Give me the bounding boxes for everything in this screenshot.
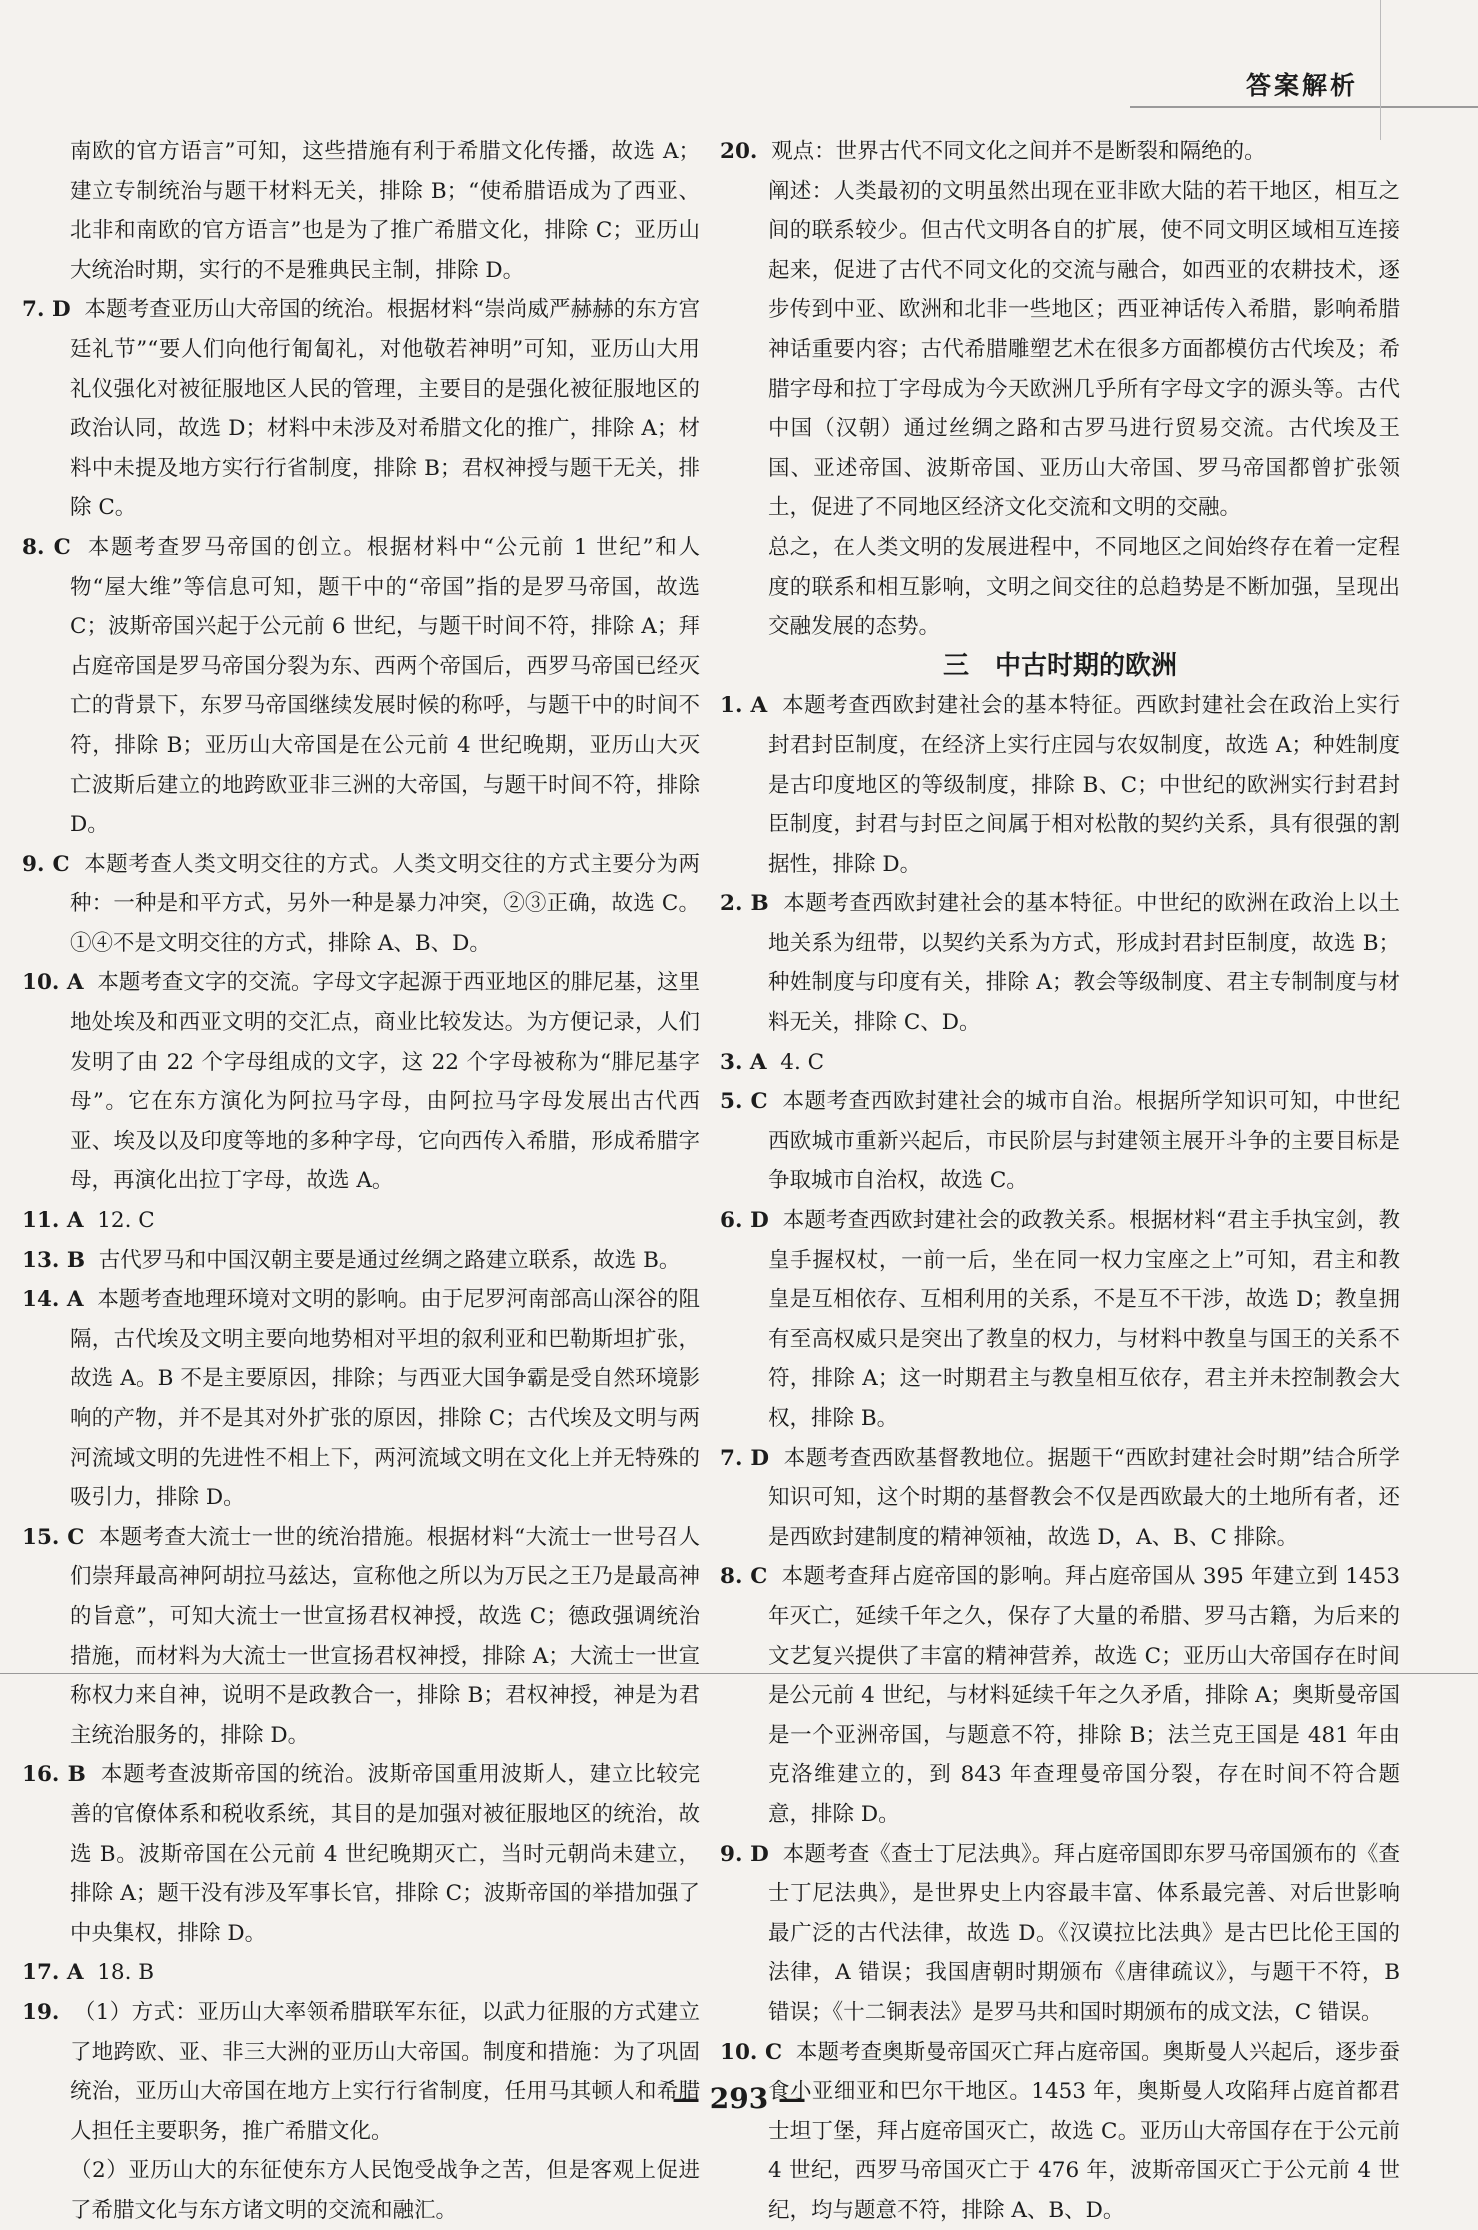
answer-text: 本题考查罗马帝国的创立。根据材料中“公元前 1 世纪”和人物“屋大维”等信息可知，题干中的“帝国”指的是罗马帝国，故选 C；波斯帝国兴起于公元前 6 世纪，与题干时间不符，排除 A；拜占庭帝国是罗马帝国分裂为东、西两个帝国后，西罗马帝国已经灭亡的背景下，东罗马帝国继续发展时候的称呼，与题干中的时间不符，排除 B；亚历山大帝国是在公元前 4 世纪晚期，亚历山大灭亡波斯后建立的地跨欧亚非三洲的大帝国，与题干时间不符，排除 D。	[70, 535, 700, 837]
answer-item	[22, 1241, 700, 1281]
answer-number: 6. D	[720, 1208, 769, 1233]
answer-number: 2. B	[720, 891, 769, 916]
answer-number: 8. C	[22, 535, 71, 560]
answer-continuation: 总之，在人类文明的发展进程中，不同地区之间始终存在着一定程度的联系和相互影响，文明之间交往的总趋势是不断加强，呈现出交融发展的态势。	[720, 528, 1400, 647]
answer-item	[720, 132, 1400, 172]
answer-item	[22, 1953, 700, 1993]
answer-item	[720, 1557, 1400, 1834]
answer-text: （1）方式：亚历山大率领希腊联军东征，以武力征服的方式建立了地跨欧、亚、非三大洲的亚历山大帝国。制度和措施：为了巩固统治，亚历山大帝国在地方上实行行省制度，任用马其顿人和希腊人担任主要职务，推广希腊文化。	[70, 2000, 700, 2144]
answer-number: 8. C	[720, 1564, 767, 1589]
answer-number: 11. A	[22, 1208, 84, 1233]
answer-continuation: 阐述：人类最初的文明虽然出现在亚非欧大陆的若干地区，相互之间的联系较少。但古代文明各自的扩展，使不同文明区域相互连接起来，促进了古代不同文化的交流与融合，如西亚的农耕技术，逐步传到中亚、欧洲和北非一些地区；西亚神话传入希腊，影响希腊神话重要内容；古代希腊雕塑艺术在很多方面都模仿古代埃及；希腊字母和拉丁字母成为今天欧洲几乎所有字母文字的源头等。古代中国（汉朝）通过丝绸之路和古罗马进行贸易交流。古代埃及王国、亚述帝国、波斯帝国、亚历山大帝国、罗马帝国都曾扩张领土，促进了不同地区经济文化交流和文明的交融。	[720, 172, 1400, 528]
answer-text: 本题考查西欧封建社会的政教关系。根据材料“君主手执宝剑，教皇手握权杖，一前一后，坐在同一权力宝座之上”可知，君主和教皇是互相依存、互相利用的关系，不是互不干涉，故选 D；教皇拥有至高权威只是突出了教皇的权力，与材料中教皇与国王的关系不符，排除 A；这一时期君主与教皇相互依存，君主并未控制教会大权，排除 B。	[768, 1208, 1400, 1431]
answer-text: 本题考查西欧封建社会的城市自治。根据所学知识可知，中世纪西欧城市重新兴起后，市民阶层与封建领主展开斗争的主要目标是争取城市自治权，故选 C。	[768, 1089, 1400, 1193]
answer-item	[22, 845, 700, 964]
answer-number: 19.	[22, 2000, 59, 2025]
answer-text: 18. B	[97, 1960, 154, 1985]
page-header	[1130, 62, 1478, 108]
right-column	[720, 132, 1400, 2230]
answer-item	[720, 686, 1400, 884]
header-rule	[1380, 0, 1381, 140]
answer-continuation: 南欧的官方语言”可知，这些措施有利于希腊文化传播，故选 A；建立专制统治与题干材料无关，排除 B；“使希腊语成为了西亚、北非和南欧的官方语言”也是为了推广希腊文化，排除 C；亚历山大统治时期，实行的不是雅典民主制，排除 D。	[22, 132, 700, 290]
answer-text: 本题考查奥斯曼帝国灭亡拜占庭帝国。奥斯曼人兴起后，逐步蚕食小亚细亚和巴尔干地区。1453 年，奥斯曼人攻陷拜占庭首都君士坦丁堡，拜占庭帝国灭亡，故选 C。亚历山大帝国存在于公元前 4 世纪，西罗马帝国灭亡于 476 年，波斯帝国灭亡于公元前 4 世纪，均与题意不符，排除 A、B、D。	[768, 2040, 1400, 2223]
answer-number: 7. D	[22, 297, 71, 322]
section-title: 三 中古时期的欧洲	[720, 647, 1400, 687]
answer-item	[22, 1518, 700, 1756]
answer-number: 7. D	[720, 1446, 769, 1471]
left-column	[22, 132, 700, 2230]
answer-item	[22, 1755, 700, 1953]
answer-number: 13. B	[22, 1248, 85, 1273]
answer-item	[22, 1280, 700, 1518]
answer-text: 古代罗马和中国汉朝主要是通过丝绸之路建立联系，故选 B。	[99, 1248, 681, 1273]
answer-item	[720, 1835, 1400, 2033]
answer-text: 本题考查西欧封建社会的基本特征。西欧封建社会在政治上实行封君封臣制度，在经济上实行庄园与农奴制度，故选 A；种姓制度是古印度地区的等级制度，排除 B、C；中世纪的欧洲实行封君封臣制度，封君与封臣之间属于相对松散的契约关系，具有很强的割据性，排除 D。	[768, 693, 1400, 876]
answer-text: 12. C	[97, 1208, 154, 1233]
answer-item	[22, 528, 700, 845]
answer-text: 本题考查文字的交流。字母文字起源于西亚地区的腓尼基，这里地处埃及和西亚文明的交汇点，商业比较发达。为方便记录，人们发明了由 22 个字母组成的文字，这 22 个字母被称为“腓尼基字母”。它在东方演化为阿拉马字母，由阿拉马字母发展出古代西亚、埃及以及印度等地的多种字母，它向西传入希腊，形成希腊字母，再演化出拉丁字母，故选 A。	[70, 970, 700, 1193]
header-title: 答案解析	[1246, 66, 1358, 102]
answer-text: 本题考查地理环境对文明的影响。由于尼罗河南部高山深谷的阻隔，古代埃及文明主要向地势相对平坦的叙利亚和巴勒斯坦扩张，故选 A。B 不是主要原因，排除；与西亚大国争霸是受自然环境影响的产物，并不是其对外扩张的原因，排除 C；古代埃及文明与两河流域文明的先进性不相上下，两河流域文明在文化上并无特殊的吸引力，排除 D。	[70, 1287, 700, 1510]
answer-text: 本题考查波斯帝国的统治。波斯帝国重用波斯人，建立比较完善的官僚体系和税收系统，其目的是加强对被征服地区的统治，故选 B。波斯帝国在公元前 4 世纪晚期灭亡，当时元朝尚未建立，排除 A；题干没有涉及军事长官，排除 C；波斯帝国的举措加强了中央集权，排除 D。	[70, 1762, 700, 1945]
answer-number: 10. A	[22, 970, 84, 995]
answer-item	[22, 290, 700, 528]
answer-item	[22, 1201, 700, 1241]
answer-item	[720, 1201, 1400, 1439]
answer-item	[22, 963, 700, 1201]
answer-text: 本题考查拜占庭帝国的影响。拜占庭帝国从 395 年建立到 1453 年灭亡，延续千年之久，保存了大量的希腊、罗马古籍，为后来的文艺复兴提供了丰富的精神营养，故选 C；亚历山大帝国存在时间是公元前 4 世纪，与材料延续千年之久矛盾，排除 A；奥斯曼帝国是一个亚洲帝国，与题意不符，排除 B；法兰克王国是 481 年由克洛维建立的，到 843 年查理曼帝国分裂，存在时间不符合题意，排除 D。	[768, 1564, 1400, 1827]
answer-number: 1. A	[720, 693, 767, 718]
answer-number: 17. A	[22, 1960, 84, 1985]
answer-number: 10. C	[720, 2040, 782, 2065]
answer-text: 4. C	[780, 1050, 824, 1075]
answer-number: 16. B	[22, 1762, 86, 1787]
answer-text: 本题考查西欧封建社会的基本特征。中世纪的欧洲在政治上以土地关系为纽带，以契约关系为方式，形成封君封臣制度，故选 B；种姓制度与印度有关，排除 A；教会等级制度、君主专制制度与材料无关，排除 C、D。	[768, 891, 1400, 1035]
answer-item	[720, 1439, 1400, 1558]
answer-item	[720, 1043, 1400, 1083]
answer-number: 14. A	[22, 1287, 84, 1312]
answer-number: 15. C	[22, 1525, 84, 1550]
answer-text: 本题考查亚历山大帝国的统治。根据材料“崇尚威严赫赫的东方宫廷礼节”“要人们向他行匍匐礼，对他敬若神明”可知，亚历山大用礼仪强化对被征服地区人民的管理，主要目的是强化被征服地区的政治认同，故选 D；材料中未涉及对希腊文化的推广，排除 A；材料中未提及地方实行行省制度，排除 B；君权神授与题干无关，排除 C。	[70, 297, 700, 520]
answer-number: 9. D	[720, 1842, 769, 1867]
answer-number: 9. C	[22, 852, 70, 877]
answer-text: 本题考查人类文明交往的方式。人类文明交往的方式主要分为两种：一种是和平方式，另外一种是暴力冲突，②③正确，故选 C。①④不是文明交往的方式，排除 A、B、D。	[70, 852, 700, 956]
answer-text: 本题考查《查士丁尼法典》。拜占庭帝国即东罗马帝国颁布的《查士丁尼法典》，是世界史上内容最丰富、体系最完善、对后世影响最广泛的古代法律，故选 D。《汉谟拉比法典》是古巴比伦王国的法律，A 错误；我国唐朝时期颁布《唐律疏议》，与题干不符，B 错误；《十二铜表法》是罗马共和国时期颁布的成文法，C 错误。	[768, 1842, 1400, 2025]
answer-text: 本题考查西欧基督教地位。据题干“西欧封建社会时期”结合所学知识可知，这个时期的基督教会不仅是西欧最大的土地所有者，还是西欧封建制度的精神领袖，故选 D，A、B、C 排除。	[768, 1446, 1400, 1550]
answer-continuation: （2）亚历山大的东征使东方人民饱受战争之苦，但是客观上促进了希腊文化与东方诸文明的交流和融汇。	[22, 2151, 700, 2230]
answer-text: 本题考查大流士一世的统治措施。根据材料“大流士一世号召人们崇拜最高神阿胡拉马兹达，宣称他之所以为万民之王乃是最高神的旨意”，可知大流士一世宣扬君权神授，故选 C；德政强调统治措施，而材料为大流士一世宣扬君权神授，排除 A；大流士一世宣称权力来自神，说明不是政教合一，排除 B；君权神授，神是为君主统治服务的，排除 D。	[70, 1525, 700, 1748]
answer-item	[720, 884, 1400, 1042]
answer-item	[720, 2033, 1400, 2230]
answer-item	[22, 1993, 700, 2151]
answer-number: 3. A	[720, 1050, 767, 1075]
page-number: — 293 —	[0, 2082, 1478, 2115]
answer-item	[720, 1082, 1400, 1201]
answer-number: 5. C	[720, 1089, 768, 1114]
answer-number: 20.	[720, 139, 757, 164]
horizontal-rule	[0, 1673, 1478, 1674]
answer-text: 观点：世界古代不同文化之间并不是断裂和隔绝的。	[771, 139, 1266, 164]
